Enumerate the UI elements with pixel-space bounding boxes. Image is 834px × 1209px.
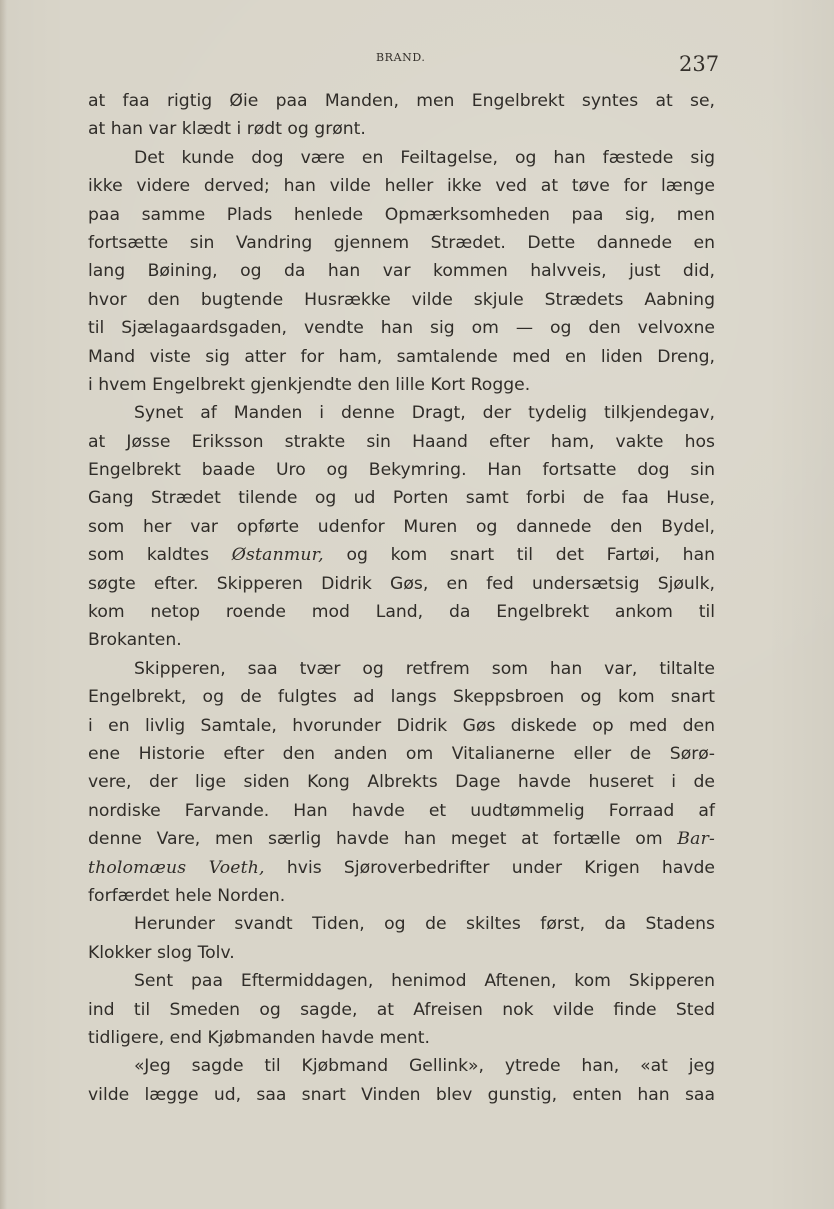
paragraph-first-line: Herunder svandt Tiden, og de skiltes først, da Stadens xyxy=(134,914,715,935)
text-line-with-italic xyxy=(88,541,715,569)
text-line: paa samme Plads henlede Opmærksomheden paa sig, men xyxy=(88,204,715,225)
text-line: kom netop roende mod Land, da Engelbrekt ankom til xyxy=(88,602,715,623)
text-line: fortsætte sin Vandring gjennem Strædet. Dette dannede en xyxy=(88,232,715,253)
text-line: Engelbrekt baade Uro og Bekymring. Han fortsatte dog sin xyxy=(88,460,715,481)
text-line-with-italic xyxy=(88,854,715,882)
italic-place-name: Østanmur, xyxy=(231,545,324,566)
text-line: at Jøsse Eriksson strakte sin Haand efter ham, vakte hos xyxy=(88,431,715,452)
text-line: Engelbrekt, og de fulgtes ad langs Skeppsbroen og kom snart xyxy=(88,687,715,708)
text-line: Gang Strædet tilende og ud Porten samt forbi de faa Huse, xyxy=(88,488,715,509)
text-line: ene Historie efter den anden om Vitalianerne eller de Sørø- xyxy=(88,743,715,764)
page-binding-edge xyxy=(0,0,7,1209)
text-line: vilde lægge ud, saa snart Vinden blev gunstig, enten han saa xyxy=(88,1084,715,1105)
body-text xyxy=(88,87,715,1109)
text-line: som her var opførte udenfor Muren og dannede den Bydel, xyxy=(88,516,715,537)
text-segment: denne Vare, men særlig havde han meget at fortælle om xyxy=(88,829,678,850)
paragraph-first-line: Synet af Manden i denne Dragt, der tydelig tilkjendegav, xyxy=(134,403,715,424)
italic-name-part: tholomæus Voeth, xyxy=(88,857,265,878)
paragraph-first-line: Skipperen, saa tvær og retfrem som han var, tiltalte xyxy=(134,658,715,679)
text-line: at han var klædt i rødt og grønt. xyxy=(88,119,366,140)
text-line: tidligere, end Kjøbmanden havde ment. xyxy=(88,1027,430,1048)
italic-name-part: Bar- xyxy=(677,829,715,850)
text-line: lang Bøining, og da han var kommen halvveis, just did, xyxy=(88,261,715,282)
text-line: til Sjælagaardsgaden, vendte han sig om — og den velvoxne xyxy=(88,318,715,339)
text-segment: hvis Sjøroverbedrifter under Krigen havde xyxy=(264,857,716,878)
running-header: BRAND. xyxy=(376,51,426,64)
text-line: Klokker slog Tolv. xyxy=(88,942,235,963)
paragraph-first-line: «Jeg sagde til Kjøbmand Gellink», ytrede han, «at jeg xyxy=(134,1056,715,1077)
page-number: 237 xyxy=(679,52,720,76)
text-line: Brokanten. xyxy=(88,630,182,651)
text-line: i hvem Engelbrekt gjenkjendte den lille Kort Rogge. xyxy=(88,374,531,395)
text-line-with-italic xyxy=(88,825,715,853)
text-line: søgte efter. Skipperen Didrik Gøs, en fed undersætsig Sjøulk, xyxy=(88,573,715,594)
paragraph-first-line: Det kunde dog være en Feiltagelse, og han fæstede sig xyxy=(134,147,715,168)
text-line: at faa rigtig Øie paa Manden, men Engelbrekt syntes at se, xyxy=(88,91,715,111)
text-line: i en livlig Samtale, hvorunder Didrik Gøs diskede op med den xyxy=(88,715,715,736)
text-line: nordiske Farvande. Han havde et uudtømmelig Forraad af xyxy=(88,800,715,821)
text-line: forfærdet hele Norden. xyxy=(88,885,286,906)
text-line: hvor den bugtende Husrække vilde skjule Strædets Aabning xyxy=(88,289,715,310)
text-segment: og kom snart til det Fartøi, han xyxy=(323,545,716,566)
paragraph-first-line: Sent paa Eftermiddagen, henimod Aftenen, kom Skipperen xyxy=(134,971,715,992)
text-line: vere, der lige siden Kong Albrekts Dage havde huseret i de xyxy=(88,772,715,793)
text-line: Mand viste sig atter for ham, samtalende med en liden Dreng, xyxy=(88,346,715,367)
text-line: ind til Smeden og sagde, at Afreisen nok vilde finde Sted xyxy=(88,999,715,1020)
text-segment: som kaldtes xyxy=(88,545,232,566)
text-line: ikke videre derved; han vilde heller ikke ved at tøve for længe xyxy=(88,176,715,197)
